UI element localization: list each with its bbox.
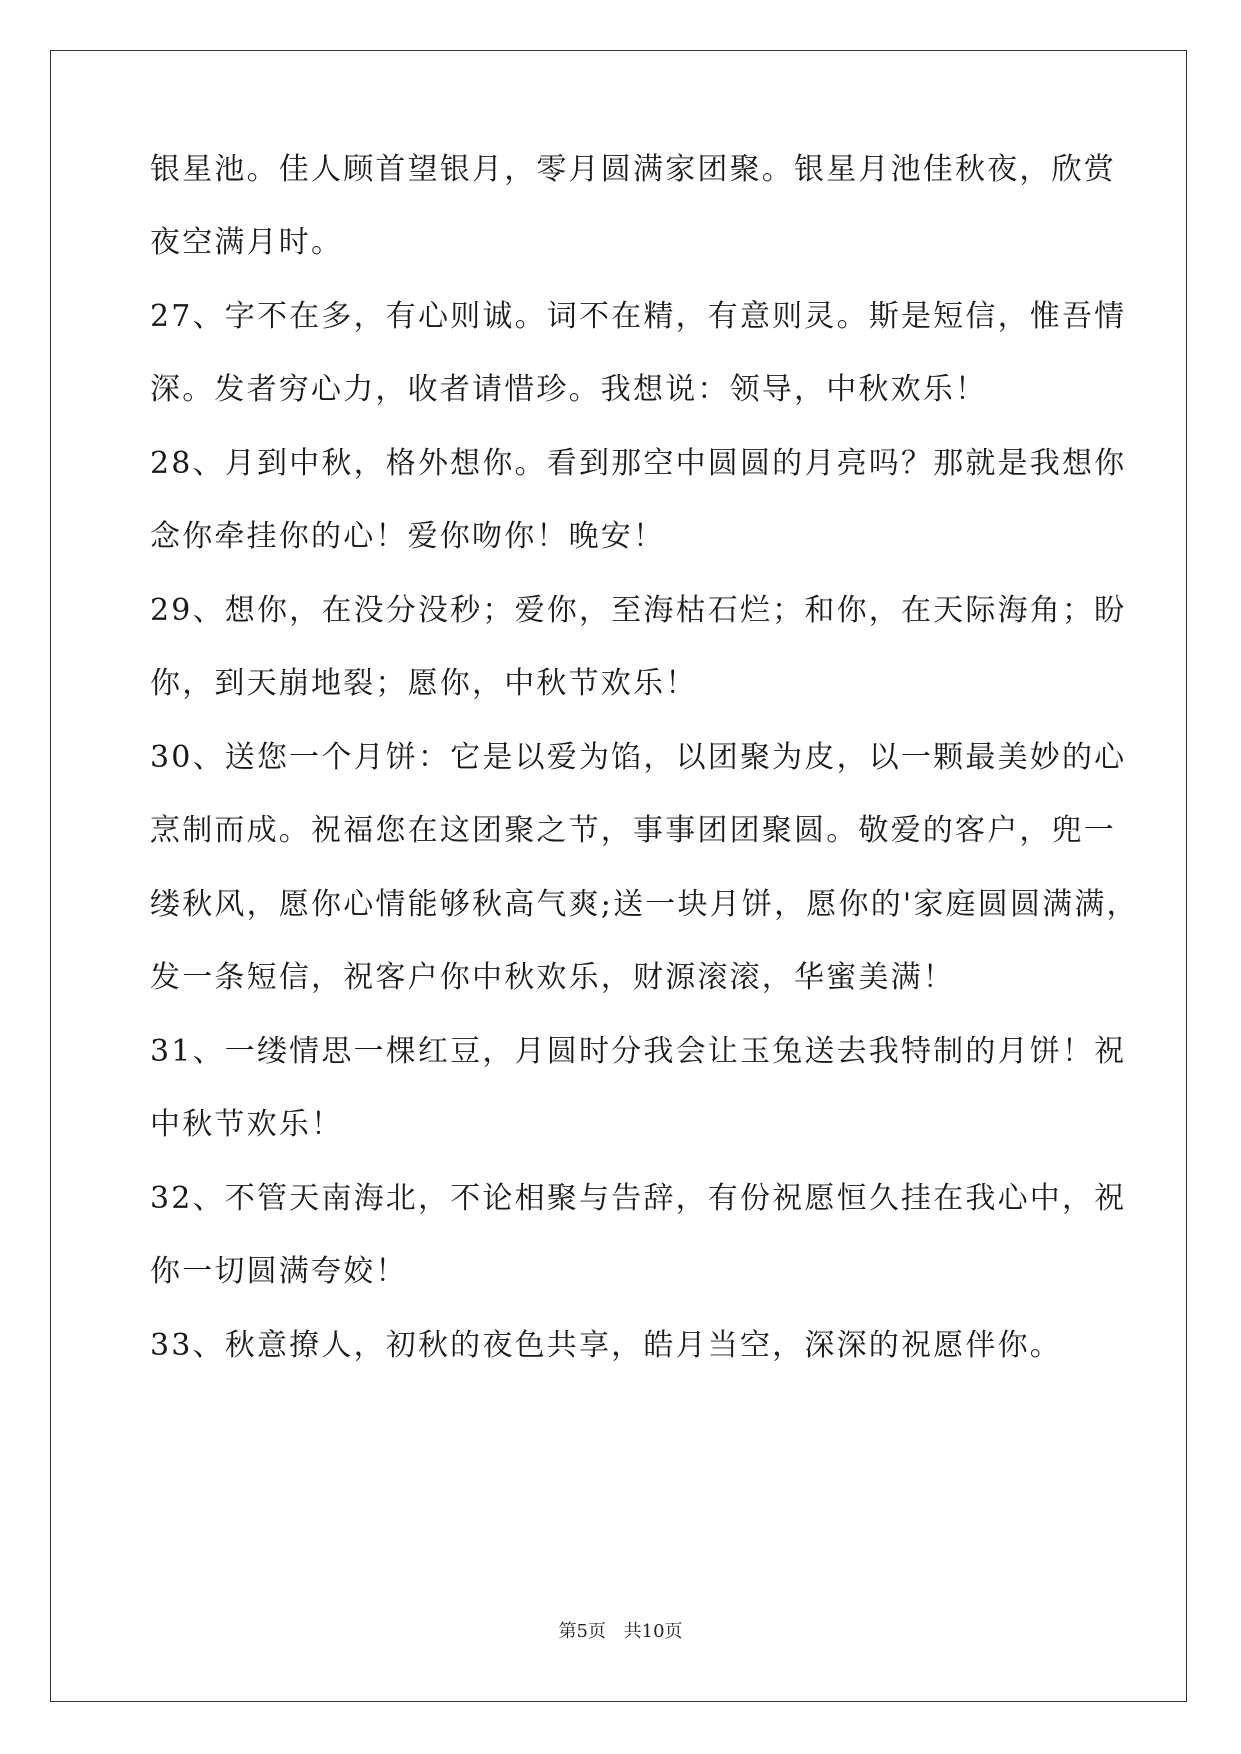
text-line: 中秋节欢乐！ <box>150 1107 344 1142</box>
text-line: 烹制而成。祝福您在这团聚之节，事事团团聚圆。敬爱的客户，兜一 <box>150 813 1116 848</box>
current-page-number: 第5页 <box>558 1621 606 1642</box>
text-line: 缕秋风，愿你心情能够秋高气爽;送一块月饼，愿你的'家庭圆圆满满， <box>150 887 1139 922</box>
text-line: 发一条短信，祝客户你中秋欢乐，财源滚滚，华蜜美满！ <box>150 960 955 995</box>
text-line: 31、一缕情思一棵红豆，月圆时分我会让玉兔送去我特制的月饼！祝 <box>150 1034 1127 1069</box>
text-line: 夜空满月时。 <box>150 225 344 260</box>
text-line: 29、想你，在没分没秒；爱你，至海枯石烂；和你，在天际海角；盼 <box>150 593 1127 628</box>
text-line: 银星池。佳人顾首望银月，零月圆满家团聚。银星月池佳秋夜，欣赏 <box>150 152 1116 187</box>
text-line: 你一切圆满夸姣！ <box>150 1254 408 1289</box>
text-line: 深。发者穷心力，收者请惜珍。我想说：领导，中秋欢乐！ <box>150 372 988 407</box>
text-line: 32、不管天南海北，不论相聚与告辞，有份祝愿恒久挂在我心中，祝 <box>150 1181 1127 1216</box>
text-line: 33、秋意撩人，初秋的夜色共享，皓月当空，深深的祝愿伴你。 <box>150 1328 1062 1363</box>
total-page-count: 共10页 <box>623 1621 683 1642</box>
text-line: 27、字不在多，有心则诚。词不在精，有意则灵。斯是短信，惟吾情 <box>150 299 1127 334</box>
text-line: 28、月到中秋，格外想你。看到那空中圆圆的月亮吗？那就是我想你 <box>150 446 1127 481</box>
text-line: 30、送您一个月饼：它是以爱为馅，以团聚为皮，以一颗最美妙的心 <box>150 740 1127 775</box>
text-line: 念你牵挂你的心！爱你吻你！晚安！ <box>150 519 666 554</box>
page-footer <box>0 1620 1241 1644</box>
text-line: 你，到天崩地裂；愿你，中秋节欢乐！ <box>150 666 698 701</box>
